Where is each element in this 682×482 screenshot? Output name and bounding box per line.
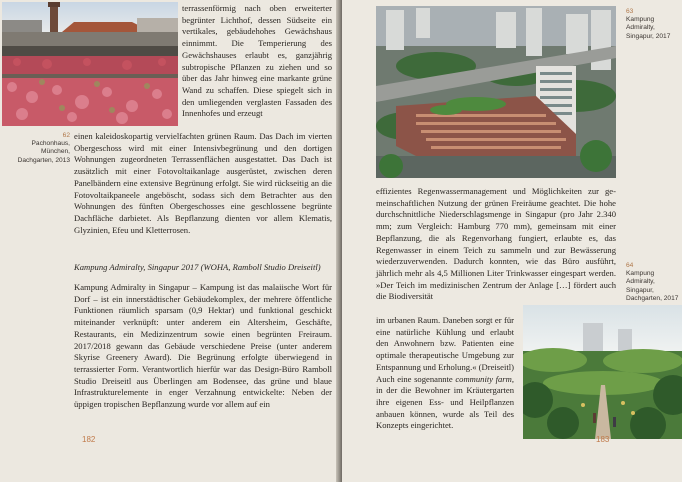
kampung-roof-garden-photo-graphic [523,305,682,439]
right-narrow-text [376,315,514,432]
figure-62-caption [6,132,70,165]
photo-pachonhaus-roof-garden [2,2,178,126]
figure-63-number: 63 [626,8,634,15]
left-page [0,0,340,482]
photo-kampung-admiralty-aerial [376,6,616,178]
right-narrow-text-2: , in der die Bewohner im Kräutergarten ihre eigenen Ess- und Heilpflanzen anbauen können, wurde als Teil des Konzepts eingerichtet. [376,373,515,431]
page-number-left: 182 [82,435,96,444]
section-heading [74,262,332,274]
figure-63-text: Kampung Admiralty, Singapur, 2017 [626,16,671,40]
kampung-aerial-photo-graphic [376,6,616,178]
section-heading-text: Kampung Admiralty, Singapur 2017 (WOHA, Ramboll Studio Dreiseitl) [74,262,321,272]
page-number-right: 183 [596,435,610,444]
figure-64-number: 64 [626,262,634,269]
right-narrow-text-1: im urbanen Raum. Daneben sorgt er für eine natürliche Kühlung und erlaubt den Anwohnern bzw. Patienten eine optimale therapeutische Umgebung zur Entspannung und Erholung.« (Dreiseitl) Auch eine sogenannte [376,315,514,384]
right-page [342,0,682,482]
figure-64-caption [626,262,680,303]
figure-63-caption [626,8,680,41]
left-body-text: Kampung Admiralty in Singapur – Kampung ist das malaiische Wort für Dorf – ist ein innerstädtischer Gebäudekomplex, der mehrere öffentliche Funktionen räumlich sparsam (0,9 Hektar) und funktional geschickt miteinander verknüpft: unter anderem ein Altersheim, Geschäfte, Restaurants, ein Medizinzentrum sowie einen begrünten Freiraum. 2017/2018 gewann das Gebäude verschiedene Preise (unter anderem Skyrise Greenery Award). Die Begrünung erfolgte überwiegend in terrassierter Form. Verantwortlich hierfür war das Design-Büro Ramboll Studio Dreiseitl aus Überlingen am Bodensee, das grüne und blaue Infrastrukturelemente in enger Verzahnung entwickelte: Neben der üppigen tropischen Bepflanzung wurde vor allem auf ein [74,282,332,410]
left-mid-text: einen kaleidoskopartig vervielfachten grünen Raum. Das Dach im vierten Obergeschoss wird mit einer Intensivbegrünung und den dortigen Wohnungen zugeordneten Terrassenflächen ausgestattet. Das Dach ist zusätzlich mit einer Fotovoltaikanlage ausgerüstet, zwischen deren Panelbändern eine extensive Begrünung erfolgt. Sie wird rückseitig an die Fotovoltaikpaneele angeböscht, sodass sich dem Betrachter aus den Wohnungen des fünften Obergeschosses eine geschlossene begrünte Dachfläche darbietet. Als Bepflanzung dienten vor allem Klematis, Glyzinien, Efeu und Kletterrosen. [74,131,332,235]
left-top-text: terrassenförmig nach oben erweiterter begrünter Lichthof, dessen Südseite ein vertikales, gebäudehohes Gewächshaus einnimmt. Die Temperierung des Gewächshauses erlaubt es, ganzjährig subtropische Pflanzen zu ziehen und so über das Jahr hinweg eine markante grüne Wand zu schaffen. Diese spiegelt sich in den umliegenden verglasten Fassaden des Innenhofes und erzeugt [182,3,332,119]
right-top-text: effizientes Regenwassermanagement und Möglichkeiten zur gemeinschaftlichen Nutzung der grünen Freiräume geachtet. Die hohe durchschnittliche Niederschlagsmenge in Singapur (pro Jahr 2.340 mm; zum Vergleich: Hamburg 770 mm), gemeinsam mit einer Bepflanzung, die als Regenvorhang fungiert, erlaubte es, das Regenwasser in einem Teich zu sammeln und zur Bewässerung wiederzuverwenden. Dadurch konnten, wie das Büro ausführt, jährlich mehr als 4,5 Millionen Liter Trinkwasser eingespart werden. »Der Teich im medizinischen Zentrum der Anlage […] fördert auch die Biodiversität [376,186,616,302]
figure-62-text: Pachonhaus, München, Dachgarten, 2013 [17,140,70,164]
figure-64-text: Kampung Admiralty, Singapur, Dachgarten, 2017 [626,270,679,302]
figure-62-number: 62 [62,132,70,139]
pachonhaus-photo-graphic [2,2,178,126]
photo-kampung-admiralty-roof-garden [523,305,682,439]
community-farm-term: community farm [455,373,512,384]
